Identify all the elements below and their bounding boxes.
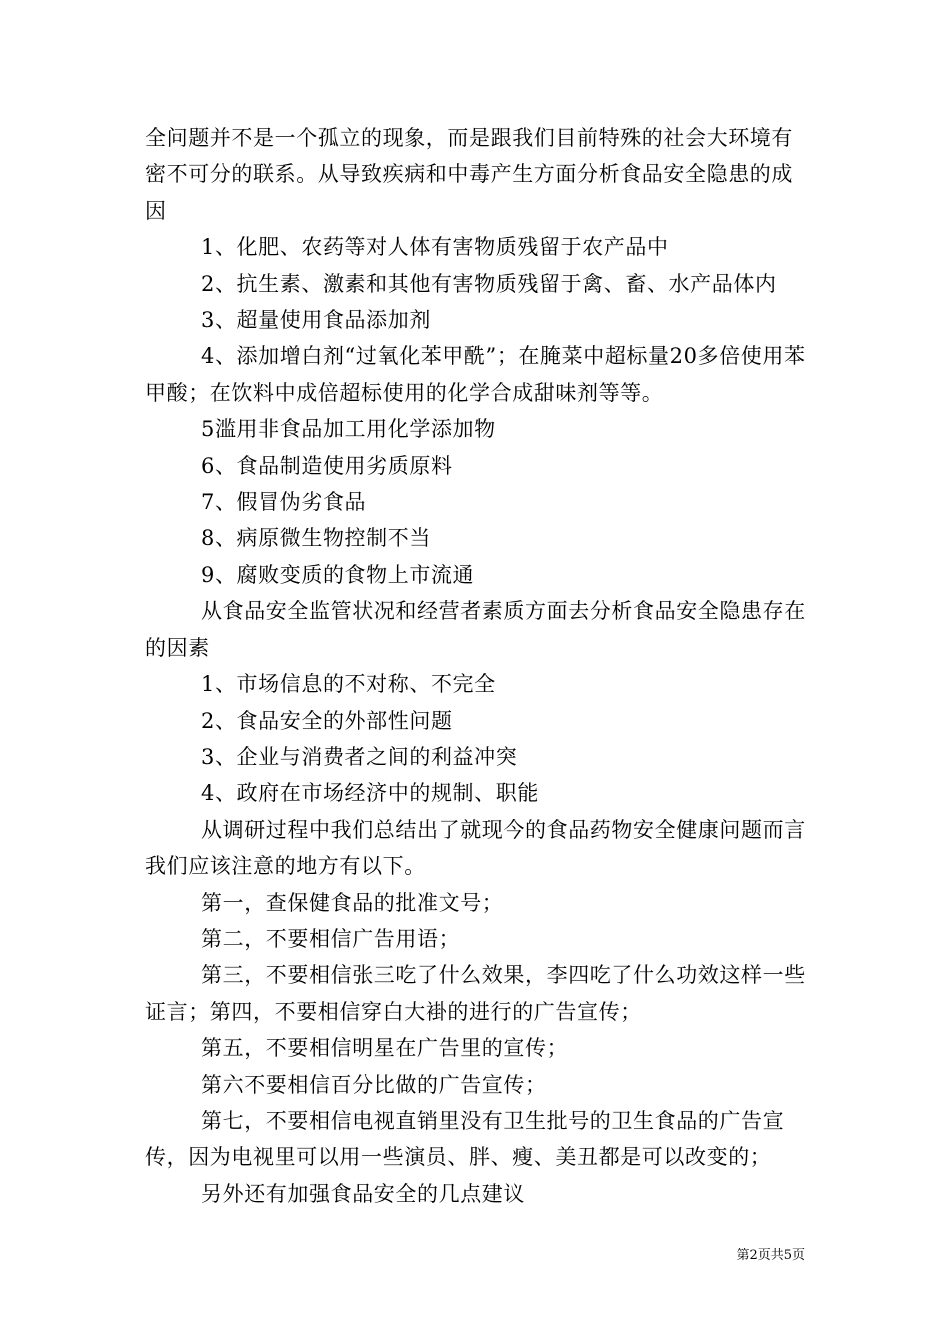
paragraph-7: 6、食品制造使用劣质原料 (201, 453, 453, 478)
paragraph-6: 5滥用非食品加工用化学添加物 (201, 417, 496, 442)
paragraph-11: 从食品安全监管状况和经营者素质方面去分析食品安全隐患存在的因素 (145, 599, 806, 660)
paragraph-9: 8、病原微生物控制不当 (201, 526, 431, 551)
paragraph-21: 第六不要相信百分比做的广告宣传； (201, 1072, 547, 1097)
paragraph-13: 2、食品安全的外部性问题 (201, 708, 453, 733)
paragraph-16: 从调研过程中我们总结出了就现今的食品药物安全健康问题而言我们应该注意的地方有以下。 (145, 817, 806, 879)
paragraph-18: 第二，不要相信广告用语； (201, 926, 461, 951)
page-number: 第2页共5页 (736, 1248, 805, 1263)
paragraph-12: 1、市场信息的不对称、不完全 (201, 672, 496, 697)
paragraph-14: 3、企业与消费者之间的利益冲突 (201, 744, 518, 769)
paragraph-2: 1、化肥、农药等对人体有害物质残留于农产品中 (201, 235, 669, 260)
paragraph-23: 另外还有加强食品安全的几点建议 (201, 1181, 525, 1206)
paragraph-1: 全问题并不是一个孤立的现象，而是跟我们目前特殊的社会大环境有密不可分的联系。从导致疾病和中毒产生方面分析食品安全隐患的成因 (145, 126, 793, 223)
paragraph-15: 4、政府在市场经济中的规制、职能 (201, 781, 539, 806)
paragraph-17: 第一，查保健食品的批准文号； (201, 890, 504, 915)
paragraph-22: 第七，不要相信电视直销里没有卫生批号的卫生食品的广告宣传，因为电视里可以用一些演员、胖、瘦、美丑都是可以改变的； (145, 1108, 785, 1170)
document-body (145, 120, 807, 1212)
paragraph-5: 4、添加增白剂“过氧化苯甲酰”；在腌菜中超标量20多倍使用苯甲酸；在饮料中成倍超标使用的化学合成甜味剂等等。 (145, 344, 806, 405)
paragraph-10: 9、腐败变质的食物上市流通 (201, 562, 475, 587)
paragraph-19: 第三，不要相信张三吃了什么效果，李四吃了什么功效这样一些证言；第四，不要相信穿白大褂的进行的广告宣传； (145, 963, 806, 1024)
paragraph-8: 7、假冒伪劣食品 (201, 490, 367, 515)
paragraph-20: 第五，不要相信明星在广告里的宣传； (201, 1036, 569, 1061)
paragraph-4: 3、超量使用食品添加剂 (201, 308, 431, 333)
paragraph-3: 2、抗生素、激素和其他有害物质残留于禽、畜、水产品体内 (201, 271, 777, 296)
